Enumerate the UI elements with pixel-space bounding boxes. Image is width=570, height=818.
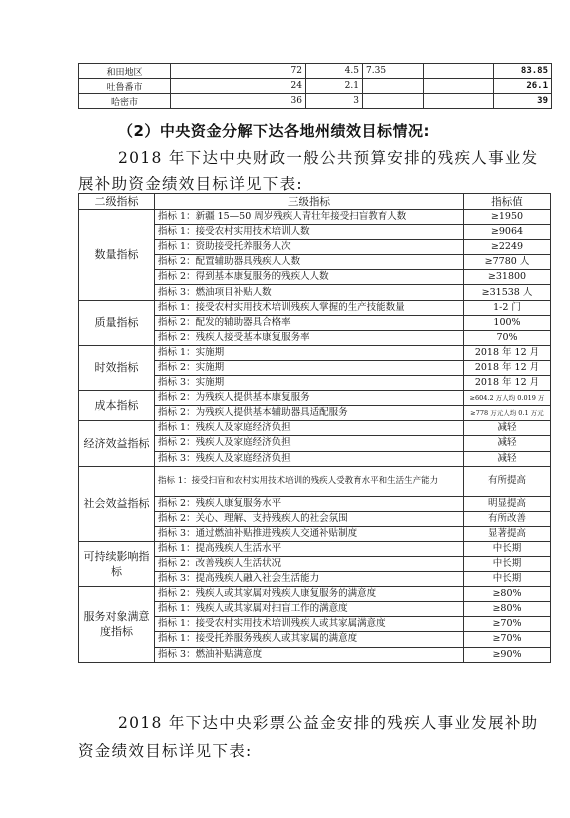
value-cell xyxy=(363,94,424,109)
table-row xyxy=(79,345,551,360)
target-value-cell: ≥80% xyxy=(464,587,551,602)
target-value-cell: 1-2 门 xyxy=(464,300,551,315)
table-row xyxy=(79,79,552,94)
region-funding-table xyxy=(78,63,552,109)
value-cell: 24 xyxy=(171,79,306,94)
target-value-cell: ≥7780 人 xyxy=(464,255,551,270)
indicator-group-cell: 经济效益指标 xyxy=(79,421,155,466)
indicator-cell: 指标 2：残疾人康复服务水平 xyxy=(155,496,464,511)
table-header-row xyxy=(79,194,551,210)
value-cell: 72 xyxy=(171,64,306,79)
indicator-cell: 指标 2：关心、理解、支持残疾人的社会氛围 xyxy=(155,511,464,526)
target-value-cell: ≥31800 xyxy=(464,270,551,285)
intro-paragraph-line: 2018 年下达中央财政一般公共预算安排的残疾人事业发 xyxy=(118,149,539,167)
target-value-cell: 中长期 xyxy=(464,572,551,587)
performance-indicator-table xyxy=(78,193,551,663)
target-value-cell: 中长期 xyxy=(464,556,551,571)
target-value-cell: 有所改善 xyxy=(464,511,551,526)
indicator-cell: 指标 2：配发的辅助器具合格率 xyxy=(155,315,464,330)
value-cell: 36 xyxy=(171,94,306,109)
total-cell: 26.1 xyxy=(494,79,552,94)
value-cell xyxy=(424,64,494,79)
region-name-cell: 吐鲁番市 xyxy=(79,79,171,94)
indicator-cell: 指标 2：为残疾人提供基本辅助器具适配服务 xyxy=(155,406,464,421)
target-value-cell: 2018 年 12 月 xyxy=(464,345,551,360)
indicator-cell: 指标 3：燃油项目补贴人数 xyxy=(155,285,464,300)
indicator-cell: 指标 1：资助接受托养服务人次 xyxy=(155,240,464,255)
indicator-cell: 指标 1：接受扫盲和农村实用技术培训的残疾人受教育水平和生活生产能力 xyxy=(155,466,464,496)
target-value-cell: 减轻 xyxy=(464,451,551,466)
table-row xyxy=(79,300,551,315)
table-row xyxy=(79,421,551,436)
target-value-cell: 70% xyxy=(464,330,551,345)
indicator-group-cell: 质量指标 xyxy=(79,300,155,345)
target-value-cell: ≥604.2 万人均 0.019 万 xyxy=(464,391,551,406)
indicator-cell: 指标 2：残疾人或其家属对残疾人康复服务的满意度 xyxy=(155,587,464,602)
indicator-cell: 指标 2：得到基本康复服务的残疾人人数 xyxy=(155,270,464,285)
indicator-cell: 指标 3：实施期 xyxy=(155,376,464,391)
region-name-cell: 哈密市 xyxy=(79,94,171,109)
value-cell: 7.35 xyxy=(363,64,424,79)
indicator-cell: 指标 1：残疾人及家庭经济负担 xyxy=(155,421,464,436)
value-cell xyxy=(363,79,424,94)
indicator-cell: 指标 2：改善残疾人生活状况 xyxy=(155,556,464,571)
value-cell xyxy=(424,94,494,109)
indicator-cell: 指标 3：通过燃油补贴推进残疾人交通补贴制度 xyxy=(155,526,464,541)
indicator-group-cell: 可持续影响指标 xyxy=(79,541,155,586)
value-cell: 3 xyxy=(306,94,363,109)
total-cell: 83.85 xyxy=(494,64,552,79)
indicator-cell: 指标 2：残疾人及家庭经济负担 xyxy=(155,436,464,451)
table-row xyxy=(79,541,551,556)
indicator-cell: 指标 2：配置辅助器具残疾人人数 xyxy=(155,255,464,270)
indicator-group-cell: 社会效益指标 xyxy=(79,466,155,541)
indicator-cell: 指标 2：为残疾人提供基本康复服务 xyxy=(155,391,464,406)
target-value-cell: ≥70% xyxy=(464,617,551,632)
value-cell: 4.5 xyxy=(306,64,363,79)
target-value-cell: 100% xyxy=(464,315,551,330)
target-value-cell: 显著提高 xyxy=(464,526,551,541)
lottery-fund-paragraph-line: 2018 年下达中央彩票公益金安排的残疾人事业发展补助 xyxy=(118,714,539,732)
lottery-fund-paragraph-line: 资金绩效目标详见下表: xyxy=(78,742,253,760)
indicator-group-cell: 数量指标 xyxy=(79,210,155,301)
indicator-cell: 指标 1：接受托养服务残疾人或其家属的满意度 xyxy=(155,632,464,647)
intro-paragraph-line: 展补助资金绩效目标详见下表: xyxy=(78,175,303,193)
target-value-cell: ≥1950 xyxy=(464,210,551,225)
table-row xyxy=(79,94,552,109)
indicator-cell: 指标 2：实施期 xyxy=(155,360,464,375)
indicator-cell: 指标 3：燃油补贴满意度 xyxy=(155,647,464,662)
indicator-cell: 指标 1：残疾人或其家属对扫盲工作的满意度 xyxy=(155,602,464,617)
indicator-cell: 指标 1：接受农村实用技术培训人数 xyxy=(155,225,464,240)
table-row xyxy=(79,391,551,406)
header-cell: 二级指标 xyxy=(79,194,155,210)
target-value-cell: ≥31538 人 xyxy=(464,285,551,300)
target-value-cell: ≥2249 xyxy=(464,240,551,255)
indicator-cell: 指标 3：残疾人及家庭经济负担 xyxy=(155,451,464,466)
target-value-cell: 明显提高 xyxy=(464,496,551,511)
value-cell xyxy=(424,79,494,94)
indicator-group-cell: 时效指标 xyxy=(79,345,155,390)
target-value-cell: 中长期 xyxy=(464,541,551,556)
target-value-cell: 减轻 xyxy=(464,421,551,436)
table-row xyxy=(79,64,552,79)
indicator-cell: 指标 1：接受农村实用技术培训残疾人或其家属满意度 xyxy=(155,617,464,632)
indicator-cell: 指标 1：新疆 15—50 周岁残疾人青壮年接受扫盲教育人数 xyxy=(155,210,464,225)
target-value-cell: ≥90% xyxy=(464,647,551,662)
section-heading: （2）中央资金分解下达各地州绩效目标情况: xyxy=(118,122,430,140)
table-row xyxy=(79,210,551,225)
indicator-cell: 指标 2：残疾人接受基本康复服务率 xyxy=(155,330,464,345)
target-value-cell: 2018 年 12 月 xyxy=(464,360,551,375)
value-cell: 2.1 xyxy=(306,79,363,94)
target-value-cell: ≥778 万元人均 0.1 万元 xyxy=(464,406,551,421)
indicator-cell: 指标 1：实施期 xyxy=(155,345,464,360)
indicator-cell: 指标 1：接受农村实用技术培训残疾人掌握的生产技能数量 xyxy=(155,300,464,315)
header-cell: 指标值 xyxy=(464,194,551,210)
target-value-cell: 减轻 xyxy=(464,436,551,451)
table-row xyxy=(79,466,551,496)
total-cell: 39 xyxy=(494,94,552,109)
target-value-cell: 有所提高 xyxy=(464,466,551,496)
indicator-group-cell: 成本指标 xyxy=(79,391,155,421)
target-value-cell: ≥70% xyxy=(464,632,551,647)
table-row xyxy=(79,587,551,602)
header-cell: 三级指标 xyxy=(155,194,464,210)
indicator-cell: 指标 1：提高残疾人生活水平 xyxy=(155,541,464,556)
region-name-cell: 和田地区 xyxy=(79,64,171,79)
target-value-cell: 2018 年 12 月 xyxy=(464,376,551,391)
target-value-cell: ≥9064 xyxy=(464,225,551,240)
indicator-cell: 指标 3：提高残疾人融入社会生活能力 xyxy=(155,572,464,587)
target-value-cell: ≥80% xyxy=(464,602,551,617)
indicator-group-cell: 服务对象满意度指标 xyxy=(79,587,155,662)
